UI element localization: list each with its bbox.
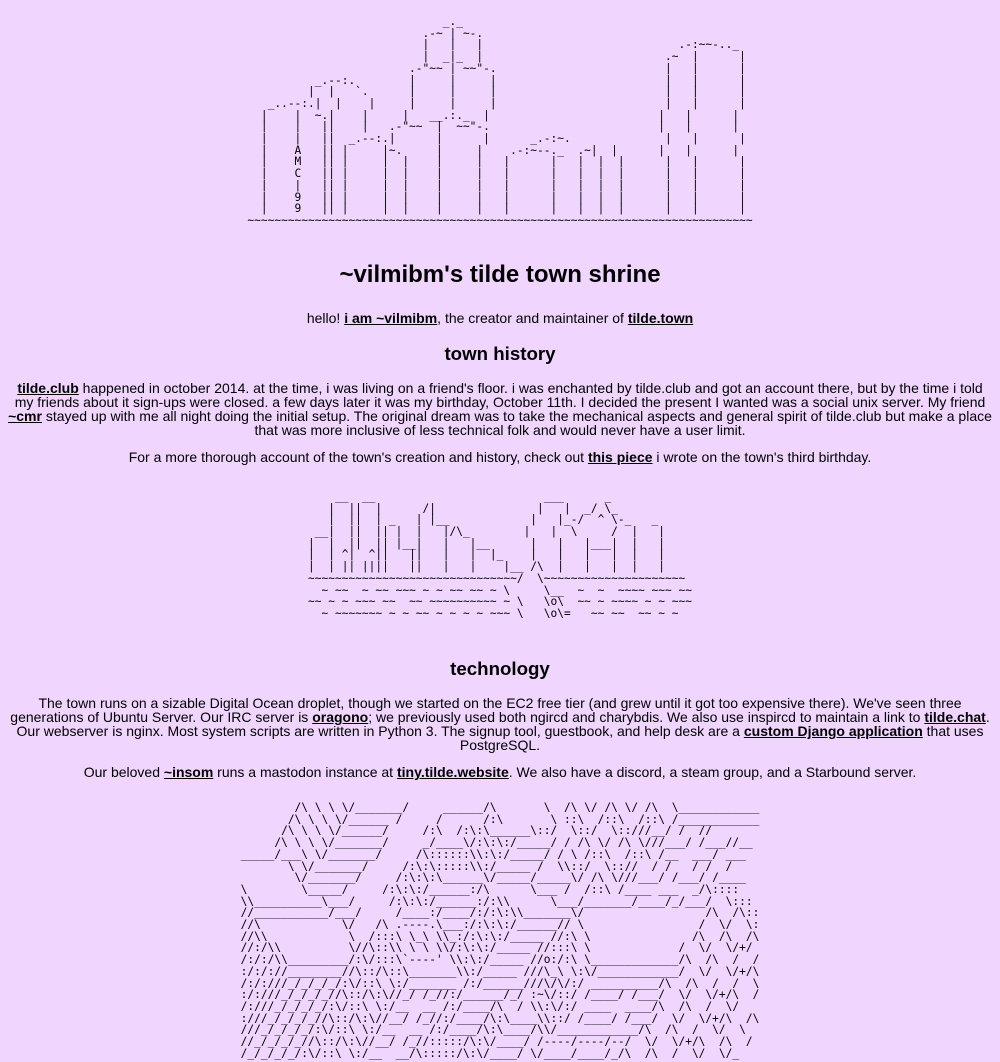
tech-text-6: runs a mastodon instance at <box>213 763 397 780</box>
tilde-town-link[interactable]: tilde.town <box>627 309 694 326</box>
tech-text-7: . We also have a discord, a steam group, and a Starbound server. <box>508 763 917 780</box>
town-history-heading: town history <box>444 342 556 364</box>
intro-text-before: hello! <box>306 309 345 326</box>
city-skyline-ascii-art: _._ .-~ | ~-. | | | .-:~~-.._ | _|_ | .~ | | .-"~~ | ~~"-. | | | _.--:. | | | | | | | | `. | | | | | | _..--:.| | | | | | | | | | | ~.| | | __.:._ | | | | | | || | .-"~~ | ~~"-. | | | | | || _.--:.| | | _.-:~. | | | | A || | |~. | | .-:~--._ .~| | | | | | M || | | | | | | | | | | | | | | C || | | | | | | | | | | | | | | | || | | | | | | | | | | | | | | 9 || | | | | | | | | | | | | | | 9 || | | | | | | | | | | | | | ~~~~~~~~~~~~~~~~~~~~~~~~~~~~~~~~~~~~~~~~~~~~~~~~~~~~~~~~~~~~~~~~~~~~~~~~~~~ <box>247 15 753 227</box>
town-ascii-art: __ __ ___ _ | || | /| | | _/ \_ | || | _ | |__ | |_-/ ^ \-_ _ __| || || | | |/\_ | | \ / | | | | || || |__| | |__ | | |___| | | | | ^| ^|| || | | |_ | | | | | | | | || |||| || | | |__ /\ | | | | | ~~~~~~~~~~~~~~~~~~~~~~~~~~~~~~~/ \~~~~~~~~~~~~~~~~~~~~~ ~ ~~ ~ ~~ ~~~ ~ ~ ~~ ~~ ~ \ \__ ~ ~ ~~~~ ~~~ ~~ ~~ ~ ~ ~~~ ~~ ~~ ~~~~~~~~~~ ~ \ \o\ ~~ ~ ~~~~ ~ ~ ~~~ ~ ~~~~~~~ ~ ~ ~~ ~ ~ ~ ~ ~~~ \ \o\= ~~ ~~ ~~ ~ ~ <box>308 489 692 620</box>
history-text-3: For a more thorough account of the town's creation and history, check out <box>128 448 588 465</box>
cmr-link[interactable]: ~cmr <box>8 407 42 424</box>
tech-text-1: The town runs on a sizable Digital Ocean droplet, though we started on the EC2 free tier (and grew until it got too expensive there). We've seen three generations of Ubuntu Server. Our IRC server is <box>10 694 962 725</box>
technology-heading: technology <box>450 657 550 679</box>
intro-paragraph <box>8 311 992 325</box>
tech-text-3: . Our webserver is nginx. Most system scripts are written in Python 3. The signup tool, guestbook, and help desk are a <box>16 708 990 739</box>
tech-text-5: Our beloved <box>83 763 164 780</box>
technology-paragraph-2 <box>8 765 992 779</box>
oragono-link[interactable]: oragono <box>312 708 369 725</box>
tilde-chat-link[interactable]: tilde.chat <box>924 708 986 725</box>
custom-django-application-link[interactable]: custom Django application <box>743 722 923 739</box>
tech-text-2: ; we previously used both ngircd and charybdis. We also use inspircd to maintain a link to <box>368 708 925 725</box>
this-piece-link[interactable]: this piece <box>587 448 653 465</box>
history-text-1: happened in october 2014. at the time, i was living on a friend's floor. i was enchanted by tilde.club and got an account there, but by the time i told my friends about it sign-ups were closed. a few days later it was my birthday, October 11th. I decided the present I wanted was a social unix server. My friend <box>14 379 986 410</box>
intro-text-middle: , the creator and maintainer of <box>437 309 628 326</box>
technology-paragraph-1 <box>8 696 992 752</box>
history-paragraph-2 <box>8 450 992 464</box>
insom-link[interactable]: ~insom <box>163 763 214 780</box>
tilde-club-link[interactable]: tilde.club <box>17 379 79 396</box>
page-title: ~vilmibm's tilde town shrine <box>339 260 661 288</box>
tech-text-4: that uses PostgreSQL. <box>459 722 984 753</box>
about-vilmibm-link[interactable]: i am ~vilmibm <box>344 309 438 326</box>
tiny-tilde-website-link[interactable]: tiny.tilde.website <box>396 763 509 780</box>
history-paragraph-1 <box>8 381 992 437</box>
technology-ascii-art: /\ \ \ \/_______/ ______/\ \ /\ \/ /\ \/ /\ \____________ /\ \ \ \/______ / / /:\ \ ::\ /::\ /::\ /____________ /\ \ \ \/______/ /:\ /:\:\______\::/ \::/ \::///__/ / // /\ \ \ \/_______/ _/____\/:\:\:/_____/ / /\ \/ /\ \///___/ /___//__ _____/___\ \/_______/ /\::::::\\:\:/_____/ / \ /::\ /::\ /__ ___/ ___ \ \/_______/ /:\:\:::::\\:/_____ / \\::/ \::// / / / / / \/_______/ /:\:\:\______\/_____/_____\/ /\ \///___/ /___/ /____ \ \_____/ /:\:\:/______:/\ \___ / /::\ /____ ___ _/\:::: \\__________\___/ /:\:\:/______:/:\\ \___/_______/____/_/___/ \::: //___________/___/ /____:/____/:/:\:\\_______\/ /\ /\:: //\ \/ /\ .----.\___:/:\:\:/______// \ / \/ \: //\\ \ /:::\ \_\ \\_:/:\:\:/_____ //:\ \ /\ /\ /\ //:/\\ \//\::\\ \ \ \\/:\:\:/_____ //:::\ \ / \/ \/+/ /:/:/\\_________/:\/:::\`----' \\:\:/_____ //o:/:\ \_____________/\ /\ / / :/:/://________//\::/\::\_______\\:/_____ ///\_\ \:\/____________/ \/ \/+/\ /:/:///_/_/_/_/:\/::\ \:/_______ /:/______///\/\/:/ __________/\ /\ / / \ :/:///_/_/_/_//\::/\:\//_/ /_//:/______/_/ :~\/::/ /____/ /___/ \/ \/+/\ / /:///_/_/_/_/:\/::\ \:/__ __ /:/____/\ / \\:\/:/ ____ ____/\ /\ / \/ :///_/_/_/_//\::/\:\//__/ /_//:/____/\:\____\\::/ /____/ /___/ \/ \/+/\ /\ ///_/_/_/_/:\/::\ \:/__ __ /:/____/\:\____/\\/____________/\ /\ / \/ \ //_/_/_/_//\::/\:\//__/ /_//:::::/\:\/____/ /----/----/--/ \/ \/+/\ /\ / /_/_/_/_/:\/::\ \:/__ __/\:::::/\:\/____/ \/____/____/_/\ /\ / \/ \/_ <box>240 800 760 1060</box>
history-text-4: i wrote on the town's third birthday. <box>652 448 872 465</box>
history-text-2: stayed up with me all night doing the initial setup. The original dream was to take the mechanical aspects and general spirit of tilde.club but make a place that was more inclusive of less technical folk and would never have a user limit. <box>41 407 992 438</box>
